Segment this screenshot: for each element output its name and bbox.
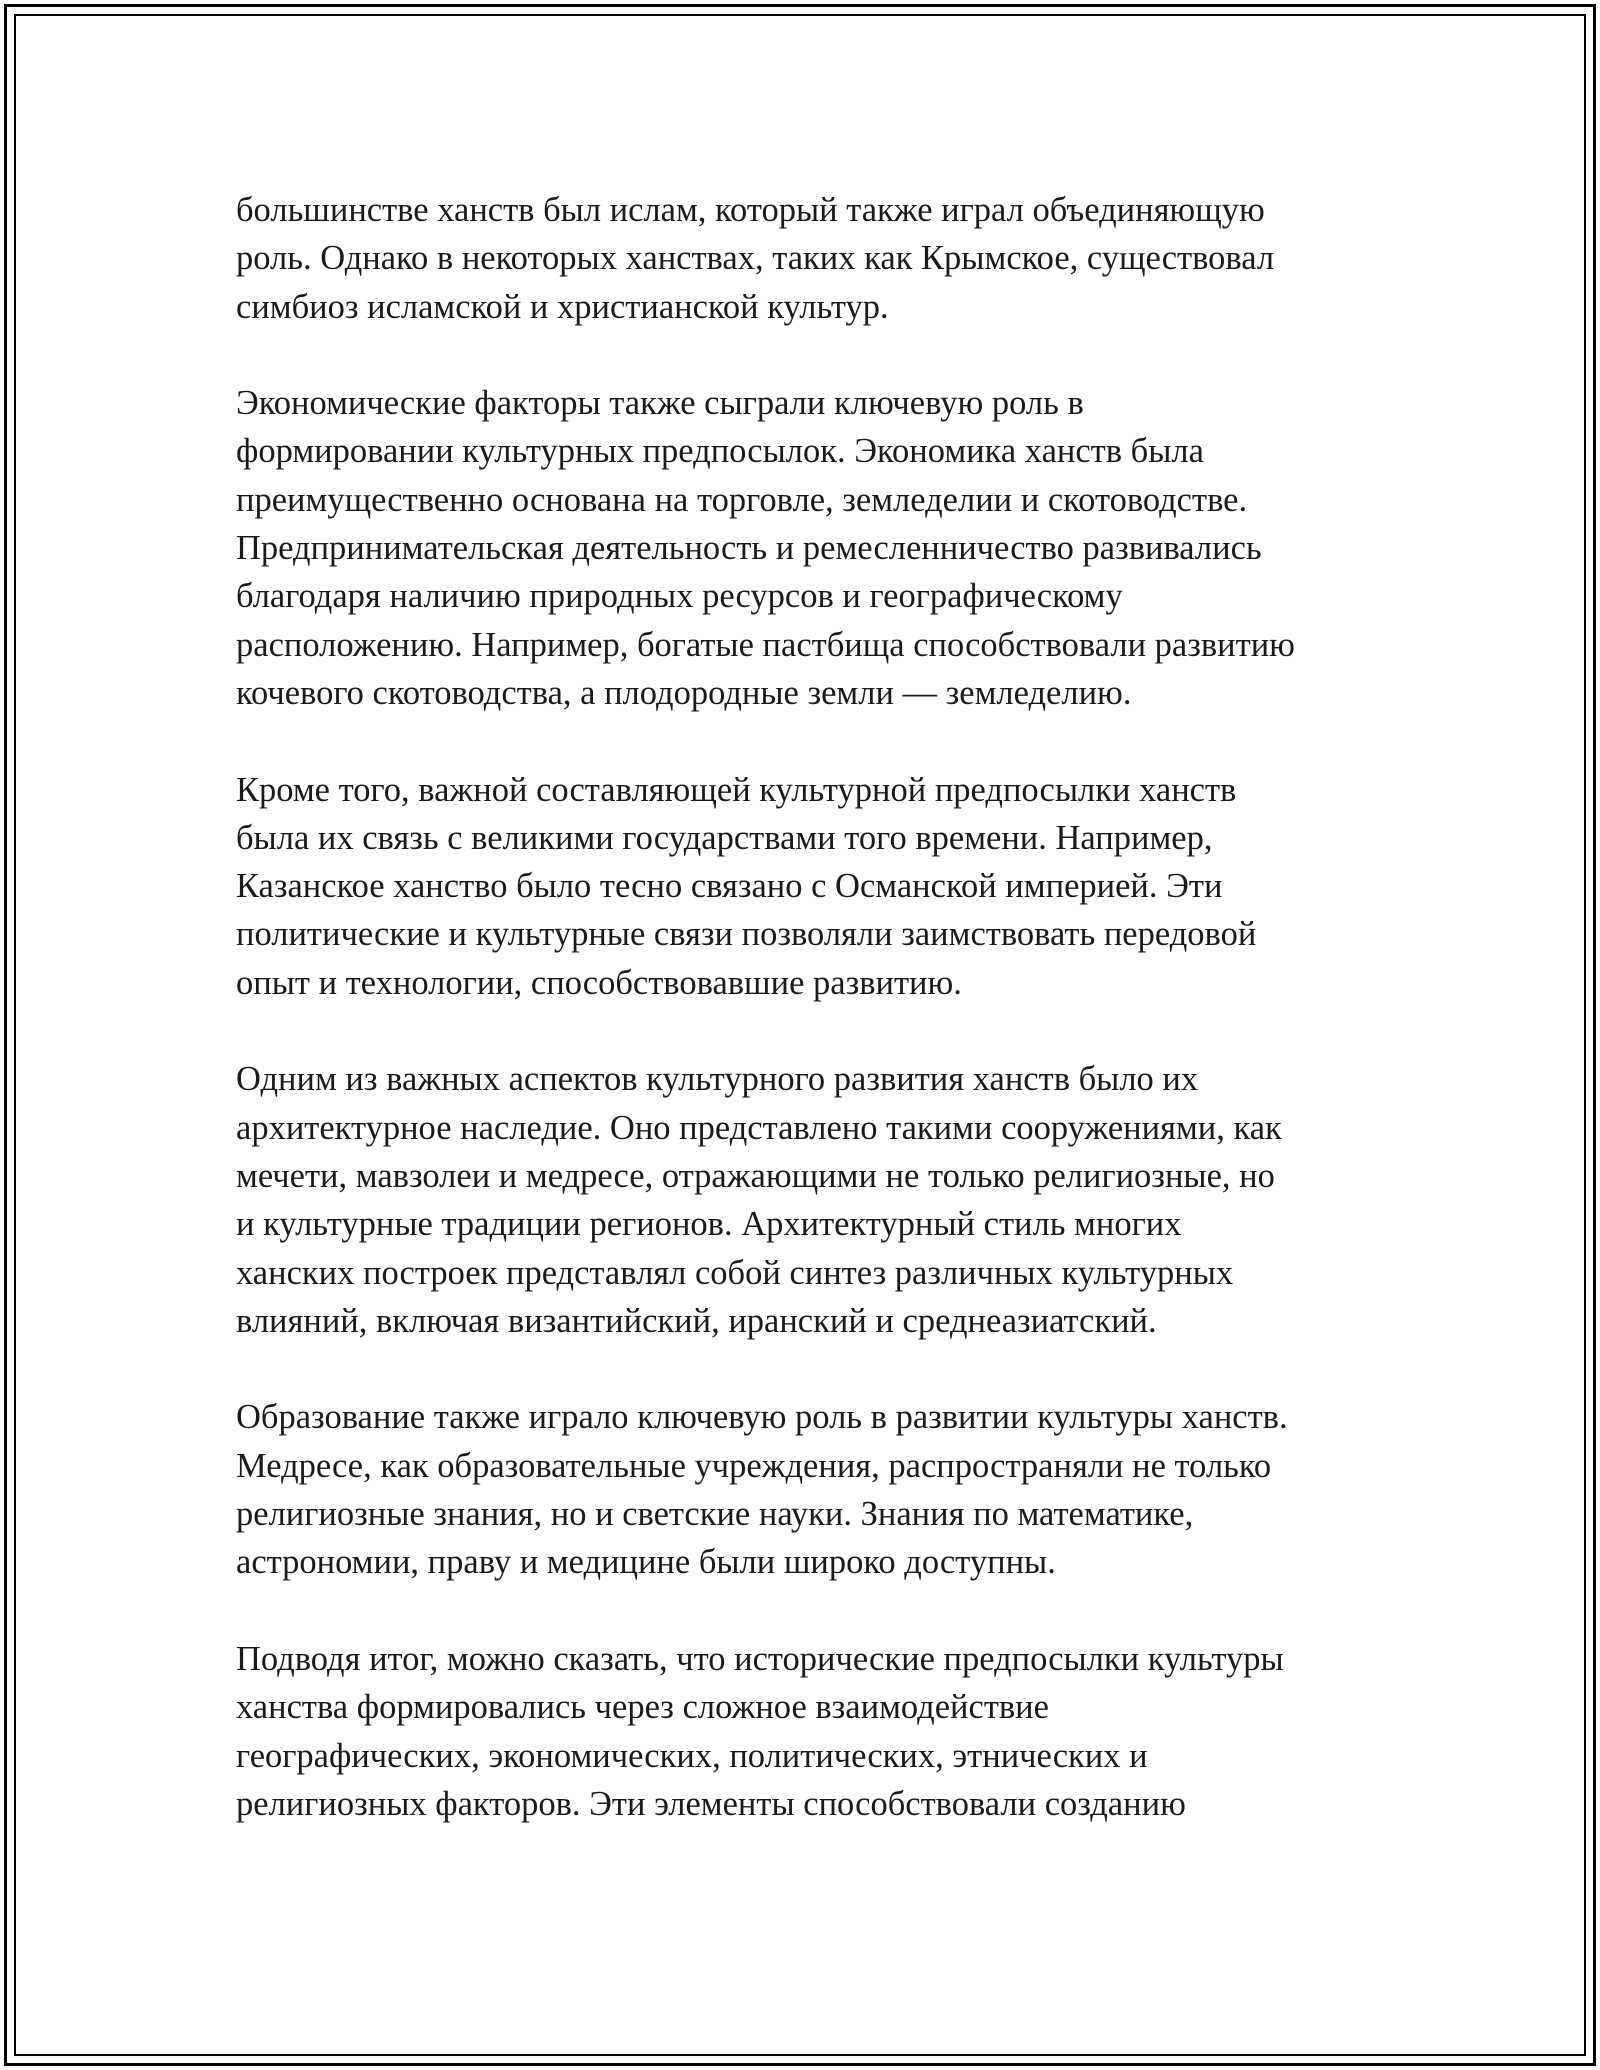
text-line: религиозные знания, но и светские науки. Знания по математике, <box>236 1495 1194 1534</box>
text-line: симбиоз исламской и христианской культур. <box>236 287 889 326</box>
paragraph-religion <box>236 186 1386 331</box>
text-line: политические и культурные связи позволяли заимствовать передовой <box>236 915 1257 954</box>
text-line: Экономические факторы также сыграли ключевую роль в <box>236 384 1084 423</box>
text-line: благодаря наличию природных ресурсов и географическому <box>236 577 1123 616</box>
text-line: мечети, мавзолеи и медресе, отражающими не только религиозные, но <box>236 1156 1275 1195</box>
paragraph-foreign-relations <box>236 766 1386 1007</box>
text-line: Медресе, как образовательные учреждения, распространяли не только <box>236 1446 1272 1485</box>
text-line: преимущественно основана на торговле, земледелии и скотоводстве. <box>236 480 1248 519</box>
text-line: кочевого скотоводства, а плодородные земли — земледелию. <box>236 673 1132 712</box>
text-line: влияний, включая византийский, иранский и среднеазиатский. <box>236 1301 1157 1340</box>
text-line: и культурные традиции регионов. Архитектурный стиль многих <box>236 1205 1182 1244</box>
text-line: архитектурное наследие. Оно представлено такими сооружениями, как <box>236 1108 1282 1147</box>
text-line: Одним из важных аспектов культурного развития ханств было их <box>236 1060 1199 1099</box>
text-line: религиозных факторов. Эти элементы способствовали созданию <box>236 1784 1186 1823</box>
paragraph-education <box>236 1393 1386 1586</box>
paragraph-architecture <box>236 1055 1386 1345</box>
text-line: географических, экономических, политических, этнических и <box>236 1736 1148 1775</box>
text-line: ханских построек представлял собой синтез различных культурных <box>236 1253 1234 1292</box>
text-line: Кроме того, важной составляющей культурной предпосылки ханств <box>236 770 1237 809</box>
text-line: большинстве ханств был ислам, который также играл объединяющую <box>236 191 1265 229</box>
text-line: Предпринимательская деятельность и ремесленничество развивались <box>236 529 1262 568</box>
text-line: формировании культурных предпосылок. Экономика ханств была <box>236 432 1204 471</box>
text-line: расположению. Например, богатые пастбища способствовали развитию <box>236 625 1295 664</box>
text-line: ханства формировались через сложное взаимодействие <box>236 1688 1049 1727</box>
paragraph-economy <box>236 379 1386 717</box>
text-line: астрономии, праву и медицине были широко доступны. <box>236 1543 1056 1582</box>
paragraph-conclusion <box>236 1635 1386 1828</box>
text-line: Казанское ханство было тесно связано с Османской империей. Эти <box>236 867 1223 906</box>
document-body <box>236 186 1386 1876</box>
text-line: была их связь с великими государствами того времени. Например, <box>236 818 1213 857</box>
text-line: Образование также играло ключевую роль в развитии культуры ханств. <box>236 1398 1288 1437</box>
text-line: Подводя итог, можно сказать, что исторические предпосылки культуры <box>236 1639 1284 1678</box>
text-line: опыт и технологии, способствовавшие развитию. <box>236 963 962 1002</box>
text-line: роль. Однако в некоторых ханствах, таких как Крымское, существовал <box>236 239 1275 278</box>
